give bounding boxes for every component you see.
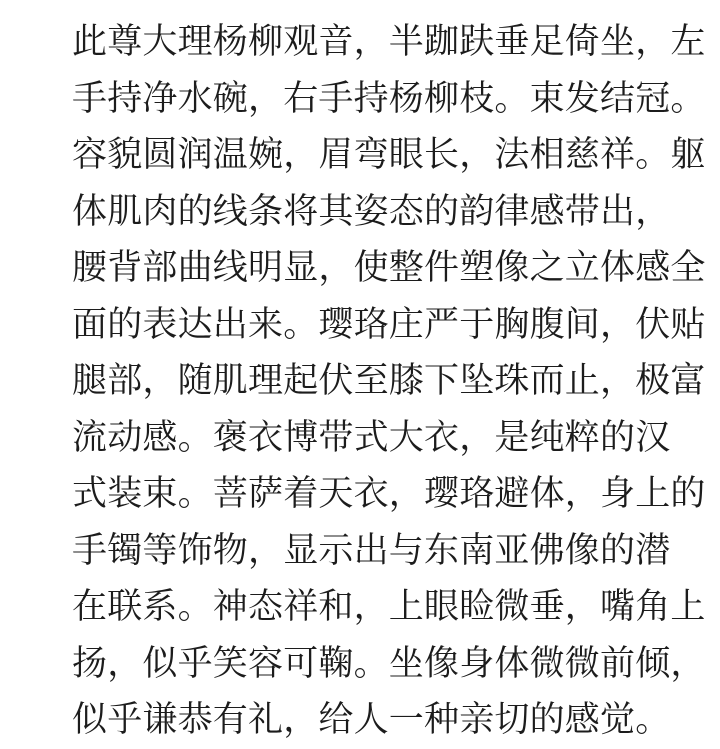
text-line-6: 面的表达出来。璎珞庄严于胸腹间，伏贴 [72, 304, 706, 345]
text-line-1: 此尊大理杨柳观音，半跏趺垂足倚坐，左 [72, 22, 706, 62]
text-line-13: 似乎谦恭有礼，给人一种亲切的感觉。 [72, 700, 671, 740]
text-line-2: 手持净水碗，右手持杨柳枝。束发结冠。 [72, 78, 706, 119]
text-line-10: 手镯等饰物，显示出与东南亚佛像的潜 [72, 530, 671, 571]
text-line-4: 体肌肉的线条将其姿态的韵律感带出， [72, 191, 671, 232]
text-line-12: 扬，似乎笑容可鞠。坐像身体微微前倾， [72, 643, 706, 684]
text-line-7: 腿部，随肌理起伏至膝下坠珠而止，极富 [72, 361, 706, 401]
text-line-5: 腰背部曲线明显，使整件塑像之立体感全 [72, 248, 706, 288]
text-line-9: 式装束。菩萨着天衣，璎珞避体，身上的 [72, 474, 706, 514]
paragraph [72, 14, 706, 749]
text-line-3: 容貌圆润温婉，眉弯眼长，法相慈祥。躯 [72, 135, 706, 175]
text-line-8: 流动感。褒衣博带式大衣，是纯粹的汉 [72, 417, 671, 458]
text-line-11: 在联系。神态祥和，上眼睑微垂，嘴角上 [72, 587, 706, 627]
